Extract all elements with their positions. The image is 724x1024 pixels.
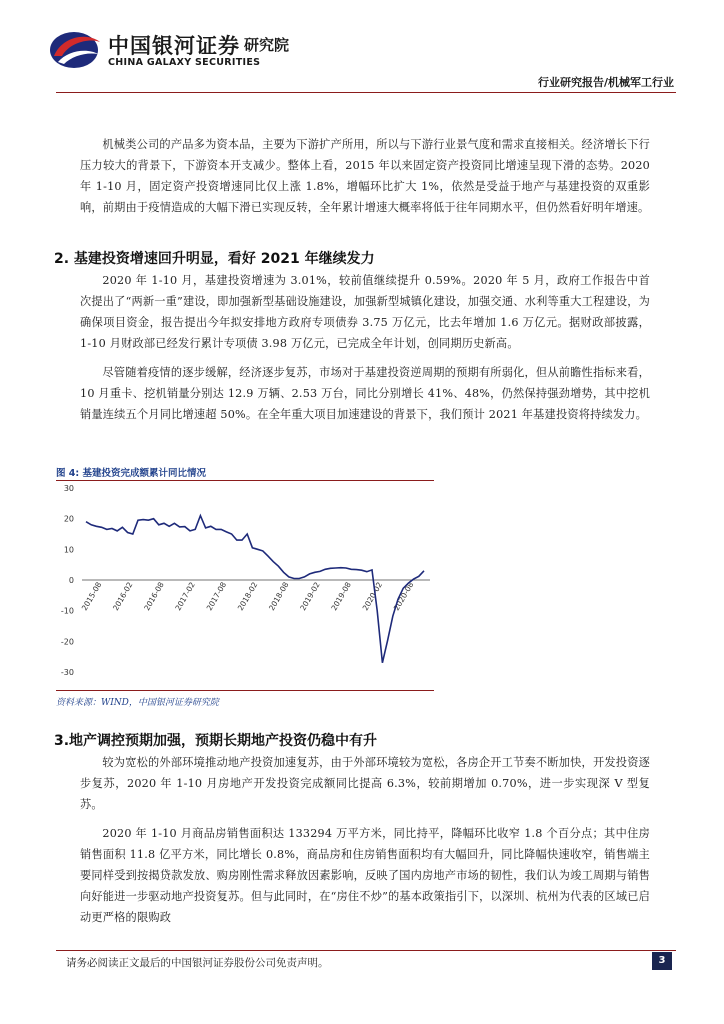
figure-title: 图 4: 基建投资完成额累计同比情况 <box>56 468 207 479</box>
x-tick-label: 2015-08 <box>79 580 104 613</box>
paragraph-block-2 <box>80 270 650 433</box>
paragraph-block-3 <box>80 752 650 936</box>
x-tick-label: 2017-02 <box>173 580 197 613</box>
x-tick-label: 2020-02 <box>360 580 385 613</box>
y-tick-label: -10 <box>60 606 74 616</box>
galaxy-logo-icon <box>48 26 104 72</box>
paragraph-housing-sales: 2020 年 1-10 月商品房销售面积达 133294 万平方米，同比持平，降幅环比收窄 1.8 个百分点；其中住房销售面积 11.8 亿平方米，同比增长 0.8%，商品房和住房销售面积均有大幅回升，同比降幅快速收窄，销售端主要同样受到按揭贷款发放、购房刚性需求释放因素影响，反映了国内房地产市场的韧性，我们认为竣工周期与销售向好能进一步驱动地产投资复苏。但与此同时，在“房住不炒”的基本政策指引下，以深圳、杭州为代表的区域已启动更严格的限购政 <box>80 827 650 924</box>
x-tick-label: 2019-02 <box>298 580 322 613</box>
infrastructure-investment-chart <box>56 482 436 688</box>
x-tick-label: 2019-08 <box>329 580 353 613</box>
paragraph-infrastructure: 2020 年 1-10 月，基建投资增速为 3.01%，较前值继续提升 0.59%。2020 年 5 月，政府工作报告中首次提出了“两新一重”建设，即加强新型基础设施建设，加强新型城镇化建设，加强交通、水利等重大工程建设，为确保项目资金，报告提出今年拟安排地方政府专项债券 3.75 万亿元，比去年增加 1.6 万亿元。据财政部披露，1-10 月财政部已经发行累计专项债 3.98 万亿元，已完成全年计划，创同期历史新高。 <box>80 274 650 350</box>
report-category-tag: 行业研究报告/机械军工行业 <box>537 76 674 89</box>
paragraph-capital-goods: 机械类公司的产品多为资本品，主要为下游扩产所用，所以与下游行业景气度和需求直接相关。经济增长下行压力较大的背景下，下游资本开支减少。整体上看，2015 年以来固定资产投资同比增速呈现下滑的态势。2020 年 1-10 月，固定资产投资增速同比仅上涨 1.8%，增幅环比扩大 1%，依然是受益于地产与基建投资的双重影响，前期由于疫情造成的大幅下滑已实现反转，全年累计增速大概率将低于往年同期水平，但仍然看好明年增速。 <box>80 138 650 214</box>
x-tick-label: 2018-08 <box>267 580 291 613</box>
x-tick-label: 2016-02 <box>111 580 135 613</box>
footer-divider <box>56 950 676 951</box>
x-tick-label: 2020-08 <box>391 580 416 613</box>
x-tick-label: 2016-08 <box>142 580 166 613</box>
figure-bottom-rule <box>56 690 434 691</box>
y-tick-label: -30 <box>60 668 74 677</box>
company-logo <box>48 26 318 74</box>
y-tick-label: -20 <box>60 637 74 647</box>
paragraph-real-estate: 较为宽松的外部环境推动地产投资加速复苏，由于外部环境较为宽松，各房企开工节奏不断加快，开发投资逐步复苏，2020 年 1-10 月房地产开发投资完成额同比提高 6.3%，较前期增加 0.70%，进一步实现深 V 型复苏。 <box>80 756 650 811</box>
paragraph-block-1 <box>80 134 650 226</box>
x-tick-label: 2017-08 <box>204 580 229 613</box>
company-name-cn: 中国银河证券 <box>108 34 240 58</box>
section-heading-2: 2. 基建投资增速回升明显，看好 2021 年继续发力 <box>54 251 375 267</box>
y-tick-label: 30 <box>63 484 74 493</box>
y-tick-label: 10 <box>63 545 74 555</box>
disclaimer-text: 请务必阅读正文最后的中国银河证券股份公司免责声明。 <box>66 957 329 969</box>
figure-source: 资料来源：WIND，中国银河证券研究院 <box>56 698 219 708</box>
y-tick-label: 20 <box>63 514 74 524</box>
figure-top-rule <box>56 480 434 481</box>
x-tick-label: 2018-02 <box>235 580 260 613</box>
paragraph-leading-indicators: 尽管随着疫情的逐步缓解，经济逐步复苏，市场对于基建投资逆周期的预期有所弱化，但从前瞻性指标来看，10 月重卡、挖机销量分别达 12.9 万辆、2.53 万台，同比分别增长 41%、48%，仍然保持强劲增势，其中挖机销量连续五个月同比增速超 50%。在全年重大项目加速建设的背景下，我们预计 2021 年基建投资将持续发力。 <box>80 366 650 421</box>
y-tick-label: 0 <box>68 576 74 585</box>
company-name-en: CHINA GALAXY SECURITIES <box>108 57 261 68</box>
header-divider <box>56 92 676 93</box>
page-number: 3 <box>652 952 672 970</box>
department-name: 研究院 <box>244 36 290 54</box>
section-heading-3: 3.地产调控预期加强，预期长期地产投资仍稳中有升 <box>54 733 378 749</box>
